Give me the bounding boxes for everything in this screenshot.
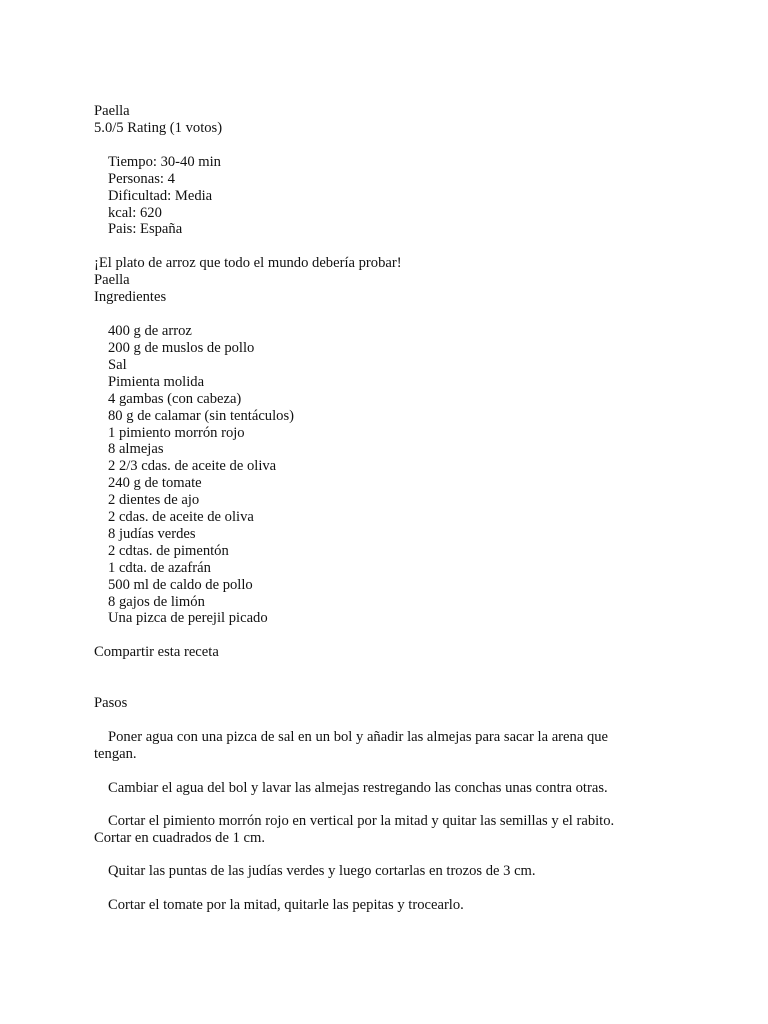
ingredients-heading: Ingredientes <box>94 289 167 306</box>
ingredient-item: 400 g de arroz <box>108 323 192 340</box>
ingredient-item: 8 almejas <box>108 441 164 458</box>
ingredient-item: 1 cdta. de azafrán <box>108 559 211 576</box>
spacer <box>94 627 654 644</box>
step-item: Cortar el pimiento morrón rojo en vertical por la mitad y quitar las semillas y el rabito. Cortar en cuadrados de 1 cm. <box>94 812 615 846</box>
ingredient-item: 2 2/3 cdas. de aceite de oliva <box>108 458 277 475</box>
meta-difficulty: Dificultad: Media <box>108 187 213 204</box>
spacer <box>94 796 654 813</box>
ingredient-item: Una pizca de perejil picado <box>108 610 268 627</box>
spacer <box>94 763 654 780</box>
ingredient-item: 2 cdtas. de pimentón <box>108 542 229 559</box>
recipe-document <box>94 103 654 914</box>
step-item: Cambiar el agua del bol y lavar las almejas restregando las conchas unas contra otras. <box>108 779 608 796</box>
ingredient-item: Sal <box>108 356 127 373</box>
ingredient-item: 80 g de calamar (sin tentáculos) <box>108 407 294 424</box>
spacer <box>94 847 654 864</box>
step-item: Poner agua con una pizca de sal en un bol y añadir las almejas para sacar la arena que tengan. <box>94 729 609 763</box>
ingredient-item: 200 g de muslos de pollo <box>108 339 255 356</box>
ingredient-item: 8 judías verdes <box>108 525 196 542</box>
ingredient-item: 4 gambas (con cabeza) <box>108 390 242 407</box>
spacer <box>94 306 654 323</box>
meta-servings: Personas: 4 <box>108 170 175 187</box>
meta-time: Tiempo: 30-40 min <box>108 153 221 170</box>
recipe-subtitle: Paella <box>94 272 130 289</box>
spacer <box>94 712 654 729</box>
ingredient-item: 8 gajos de limón <box>108 593 205 610</box>
spacer <box>94 137 654 154</box>
spacer <box>94 661 654 695</box>
ingredients-list <box>94 323 654 627</box>
share-recipe-link[interactable]: Compartir esta receta <box>94 644 219 661</box>
spacer <box>94 238 654 255</box>
steps-heading: Pasos <box>94 695 128 712</box>
ingredient-item: 2 cdas. de aceite de oliva <box>108 509 254 526</box>
recipe-tagline: ¡El plato de arroz que todo el mundo debería probar! <box>94 255 402 272</box>
recipe-rating: 5.0/5 Rating (1 votos) <box>94 119 223 136</box>
recipe-meta-list <box>94 154 654 239</box>
spacer <box>94 880 654 897</box>
ingredient-item: 1 pimiento morrón rojo <box>108 424 245 441</box>
ingredient-item: Pimienta molida <box>108 373 205 390</box>
ingredient-item: 240 g de tomate <box>108 475 202 492</box>
meta-kcal: kcal: 620 <box>108 204 162 221</box>
step-item: Quitar las puntas de las judías verdes y luego cortarlas en trozos de 3 cm. <box>108 863 536 880</box>
meta-country: Pais: España <box>108 221 183 238</box>
ingredient-item: 2 dientes de ajo <box>108 492 200 509</box>
recipe-title: Paella <box>94 103 130 119</box>
ingredient-item: 500 ml de caldo de pollo <box>108 576 253 593</box>
step-item: Cortar el tomate por la mitad, quitarle las pepitas y trocearlo. <box>108 896 464 913</box>
